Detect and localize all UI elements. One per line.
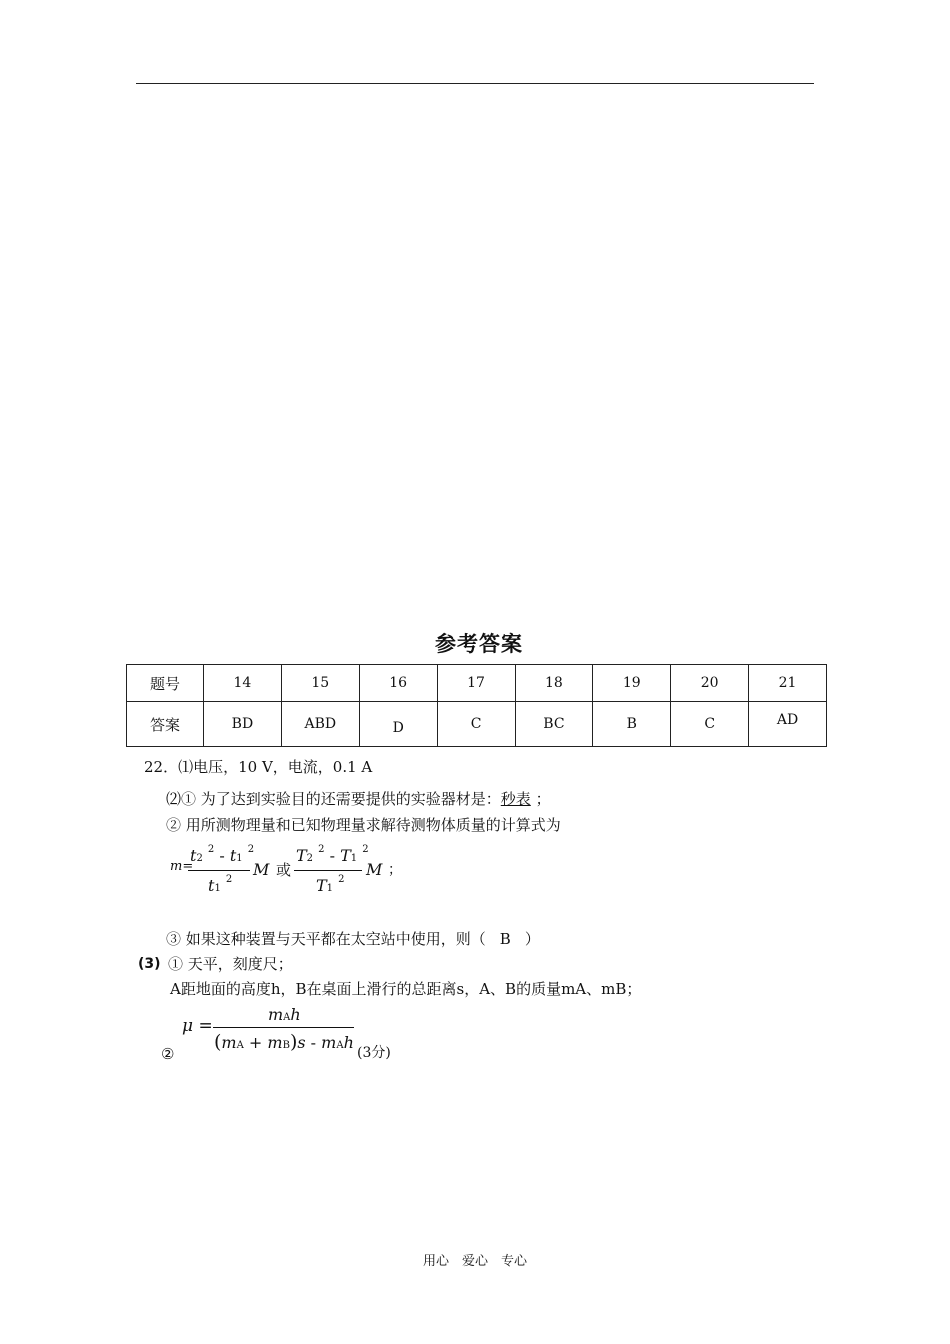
- formula-denominator: (mA + mB)s - mAh: [214, 1031, 354, 1053]
- table-cell: BC: [515, 702, 593, 747]
- table-cell: ABD: [281, 702, 359, 747]
- header-rule: [136, 83, 814, 84]
- q22-part2-answer: 秒表: [500, 790, 531, 808]
- table-cell: AD: [749, 702, 827, 747]
- fraction-bar: [188, 870, 250, 871]
- table-cell: BD: [204, 702, 282, 747]
- table-row: [127, 702, 827, 747]
- score-note: (3分): [357, 1045, 391, 1061]
- table-cell: 18: [515, 665, 593, 702]
- formula-mu: μ =: [182, 1016, 213, 1036]
- page-title: 参考答案: [435, 632, 523, 656]
- formula-denominator-1: t1 $^2$: [208, 874, 233, 895]
- answer-table: [126, 664, 827, 747]
- table-cell: B: [593, 702, 671, 747]
- formula-end: ；: [388, 862, 402, 878]
- formula-or: 或: [276, 861, 292, 879]
- formula-numerator-2: T2 $^2$ - T1 $^2$: [296, 844, 369, 865]
- q22-part2-prefix: ⑵① 为了达到实验目的还需要提供的实验器材是：: [166, 790, 501, 808]
- page-footer: 用心 爱心 专心: [422, 1254, 527, 1269]
- q22-part2-line3-prefix: ③ 如果这种装置与天平都在太空站中使用，则（: [166, 930, 486, 948]
- q22-part2-line3-suffix: ）: [524, 930, 540, 948]
- table-cell: D: [359, 702, 437, 747]
- formula-M-1: M: [253, 860, 270, 879]
- table-cell: 21: [749, 665, 827, 702]
- q22-part2-line2: ② 用所测物理量和已知物理量求解待测物体质量的计算式为: [166, 816, 561, 834]
- fraction-bar: [213, 1027, 354, 1028]
- table-cell: 16: [359, 665, 437, 702]
- formula-m: m=: [170, 859, 194, 874]
- table-cell: 15: [281, 665, 359, 702]
- table-cell: 14: [204, 665, 282, 702]
- q22-part1: 22．⑴电压，10 V，电流，0.1 A: [144, 758, 373, 776]
- formula-denominator-2: T1 $^2$: [316, 874, 345, 895]
- formula-numerator-1: t2 $^2$ - t1 $^2$: [190, 844, 255, 865]
- q22-part2-line3: [166, 929, 540, 949]
- table-cell: 20: [671, 665, 749, 702]
- table-cell: 19: [593, 665, 671, 702]
- table-cell: C: [671, 702, 749, 747]
- q22-part2-line3-answer: B: [499, 930, 511, 948]
- q22-part3-label: (3): [138, 956, 161, 972]
- table-cell: 17: [437, 665, 515, 702]
- table-row: [127, 665, 827, 702]
- formula-M-2: M: [366, 860, 383, 879]
- q22-part3-line1: ① 天平，刻度尺；: [168, 955, 293, 973]
- fraction-bar: [294, 870, 362, 871]
- row-label: 题号: [127, 665, 204, 702]
- row-label: 答案: [127, 702, 204, 747]
- table-cell: C: [437, 702, 515, 747]
- formula-numerator: mAh: [268, 1005, 301, 1024]
- q22-part2-suffix: ；: [530, 790, 551, 808]
- q22-part3-line2: A距地面的高度h，B在桌面上滑行的总距离s，A、B的质量mA、mB；: [170, 980, 642, 998]
- q22-part3-circ2: ②: [161, 1045, 175, 1063]
- q22-part2-line1: [166, 789, 551, 809]
